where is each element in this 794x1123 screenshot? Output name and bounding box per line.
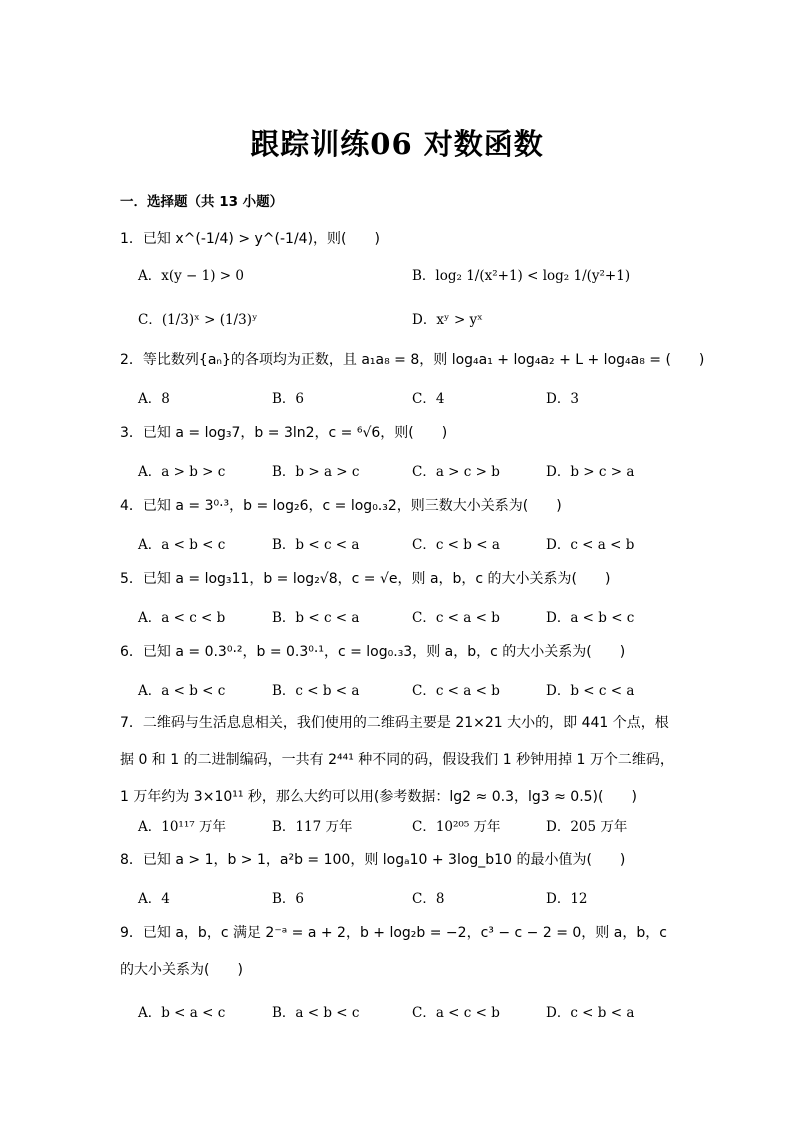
q4-option-d[interactable]: D．c < a < b <box>546 537 635 553</box>
q5-option-d[interactable]: D．a < b < c <box>546 610 635 626</box>
q3-option-d[interactable]: D．b > c > a <box>546 464 635 480</box>
question-3-options <box>138 460 698 480</box>
q2-option-b[interactable]: B．6 <box>272 391 305 407</box>
q8-option-b[interactable]: B．6 <box>272 891 305 907</box>
q4-option-a[interactable]: A．a < b < c <box>138 537 226 553</box>
q5-option-c[interactable]: C．c < a < b <box>412 610 500 626</box>
q2-option-d[interactable]: D．3 <box>546 391 579 407</box>
question-5-options <box>138 606 698 626</box>
question-5-stem: 5．已知 a = log₃11，b = log₂√8，c = √e，则 a，b，c 的大小关系为( ) <box>120 571 611 587</box>
question-4-stem: 4．已知 a = 3⁰·³，b = log₂6，c = log₀.₃2，则三数大小关系为( ) <box>120 498 562 514</box>
question-9-stem: 9．已知 a，b，c 满足 2⁻ᵃ = a + 2，b + log₂b = −2，c³ − c − 2 = 0，则 a，b，c 的大小关系为( ) <box>120 925 667 978</box>
question-2-stem: 2．等比数列{aₙ}的各项均为正数，且 a₁a₈ = 8，则 log₄a₁ + log₄a₂ + L + log₄a₈ = ( ) <box>120 352 705 368</box>
q2-option-c[interactable]: C．4 <box>412 391 445 407</box>
q4-option-b[interactable]: B．b < c < a <box>272 537 360 553</box>
q3-option-c[interactable]: C．a > c > b <box>412 464 500 480</box>
q3-option-a[interactable]: A．a > b > c <box>138 464 226 480</box>
q7-option-b[interactable]: B．117 万年 <box>272 819 353 835</box>
q8-option-a[interactable]: A．4 <box>138 891 170 907</box>
section-heading: 一．选择题（共 13 小题） <box>120 194 284 210</box>
q9-option-a[interactable]: A．b < a < c <box>138 1005 226 1021</box>
q4-option-c[interactable]: C．c < b < a <box>412 537 500 553</box>
q7-option-a[interactable]: A．10¹¹⁷ 万年 <box>138 819 226 835</box>
q5-option-a[interactable]: A．a < c < b <box>138 610 226 626</box>
question-6-stem: 6．已知 a = 0.3⁰·²，b = 0.3⁰·¹，c = log₀.₃3，则 a，b，c 的大小关系为( ) <box>120 644 626 660</box>
question-9-options <box>138 1001 698 1021</box>
q1-option-c[interactable]: C．(1/3)ˣ > (1/3)ʸ <box>138 312 258 328</box>
q8-option-d[interactable]: D．12 <box>546 891 588 907</box>
q1-option-d[interactable]: D．xʸ > yˣ <box>412 312 483 328</box>
q7-option-d[interactable]: D．205 万年 <box>546 819 628 835</box>
question-3-stem: 3．已知 a = log₃7，b = 3ln2，c = ⁶√6，则( ) <box>120 425 448 441</box>
question-7-options <box>138 815 698 835</box>
q5-option-b[interactable]: B．b < c < a <box>272 610 360 626</box>
q6-option-d[interactable]: D．b < c < a <box>546 683 635 699</box>
q2-option-a[interactable]: A．8 <box>138 391 170 407</box>
question-1-stem: 1．已知 x^(-1/4) > y^(-1/4)，则( ) <box>120 231 380 247</box>
question-7-stem: 7．二维码与生活息息相关，我们使用的二维码主要是 21×21 大小的，即 441 个点，根据 0 和 1 的二进制编码，一共有 2⁴⁴¹ 种不同的码，假设我们 1 秒钟用掉 1 万个二维码，1 万年约为 3×10¹¹ 秒，那么大约可以用(参考数据：lg2 ≈ 0.3，lg3 ≈ 0.5)( ) <box>120 715 674 805</box>
question-2-options <box>138 387 698 407</box>
q1-option-a[interactable]: A．x(y − 1) > 0 <box>138 268 244 284</box>
q1-option-b[interactable]: B．log₂ 1/(x²+1) < log₂ 1/(y²+1) <box>412 268 631 284</box>
question-4-options <box>138 533 698 553</box>
page-title: 跟踪训练06 对数函数 <box>250 127 544 161</box>
question-6-options <box>138 679 698 699</box>
q9-option-b[interactable]: B．a < b < c <box>272 1005 360 1021</box>
q7-option-c[interactable]: C．10²⁰⁵ 万年 <box>412 819 501 835</box>
q3-option-b[interactable]: B．b > a > c <box>272 464 360 480</box>
question-1-options <box>138 264 698 284</box>
q6-option-b[interactable]: B．c < b < a <box>272 683 360 699</box>
q9-option-c[interactable]: C．a < c < b <box>412 1005 500 1021</box>
question-8-stem: 8．已知 a > 1，b > 1，a²b = 100，则 logₐ10 + 3log_b10 的最小值为( ) <box>120 852 626 868</box>
question-1-options-row2 <box>138 308 698 328</box>
q9-option-d[interactable]: D．c < b < a <box>546 1005 635 1021</box>
q6-option-c[interactable]: C．c < a < b <box>412 683 500 699</box>
q8-option-c[interactable]: C．8 <box>412 891 445 907</box>
q6-option-a[interactable]: A．a < b < c <box>138 683 226 699</box>
question-8-options <box>138 887 698 907</box>
